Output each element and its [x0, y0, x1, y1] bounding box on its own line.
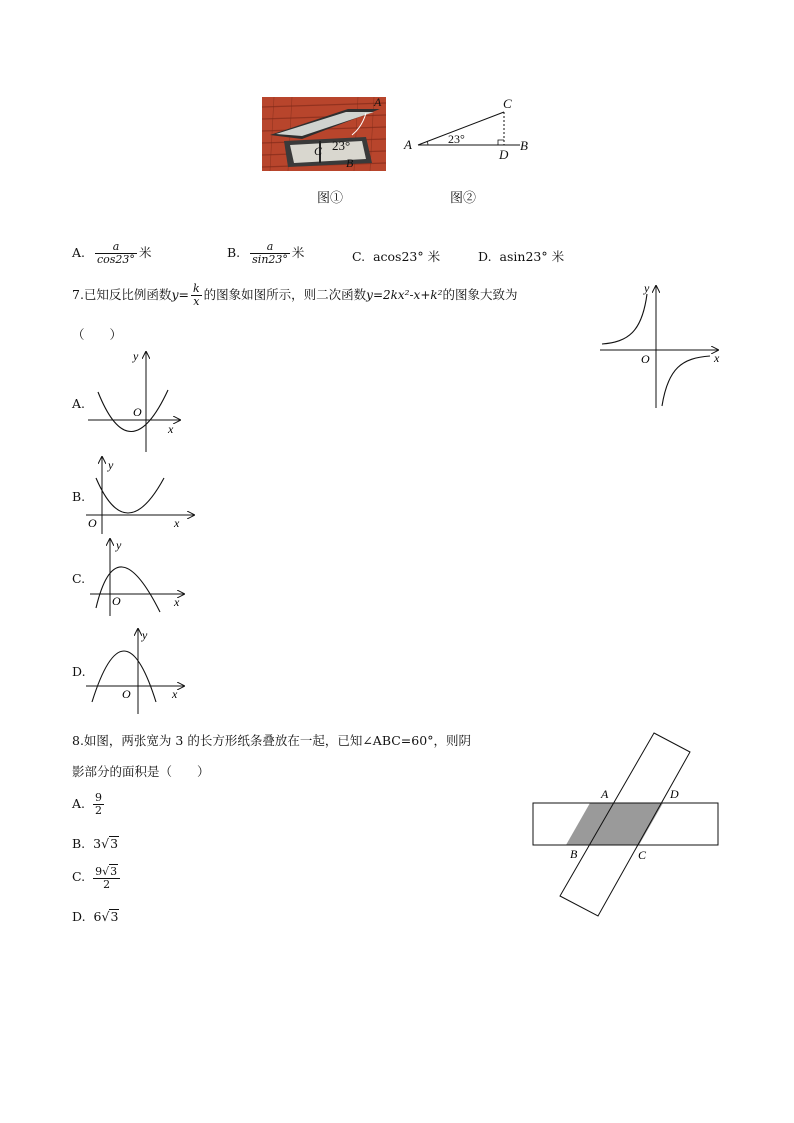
- x-axis-label: x: [172, 687, 178, 701]
- numerator: 9: [95, 791, 102, 804]
- photo-label-a: A: [374, 97, 382, 109]
- x-axis-label: x: [168, 422, 174, 436]
- origin-label: O: [88, 516, 97, 530]
- coefficient: 6: [93, 909, 102, 924]
- numerator: a: [112, 240, 120, 253]
- x-axis-label: x: [174, 516, 180, 530]
- fraction: [93, 864, 120, 891]
- figure-2-triangle: [400, 95, 535, 165]
- option-label: D.: [478, 249, 492, 264]
- triangle-label-c: C: [503, 96, 512, 111]
- triangle-angle-label: 23°: [448, 132, 465, 146]
- sqrt-sign: √: [101, 836, 110, 851]
- q7-option-b-label[interactable]: B.: [72, 489, 86, 504]
- triangle-label-a: A: [404, 137, 412, 152]
- denominator: sin23°: [252, 253, 288, 266]
- q7-mid: 的图象如图所示，则二次函数: [203, 287, 367, 302]
- y-axis-label: y: [142, 628, 148, 642]
- label-a: A: [601, 787, 609, 801]
- q7-prefix: 7.已知反比例函数: [72, 287, 172, 302]
- option-label: A.: [72, 796, 86, 811]
- y-axis-label: y: [644, 281, 650, 295]
- sqrt-sign: √: [102, 865, 110, 878]
- option-label: B.: [227, 245, 241, 260]
- y-axis-label: y: [116, 538, 122, 552]
- option-label: A.: [72, 245, 86, 260]
- q8-option-b[interactable]: [72, 836, 119, 852]
- denominator: 2: [93, 878, 120, 891]
- denominator: 2: [95, 804, 102, 817]
- y-axis-label: y: [133, 349, 139, 363]
- q8-option-a[interactable]: [72, 792, 106, 817]
- photo-label-b: B: [346, 156, 354, 170]
- option-label: D.: [72, 909, 86, 924]
- fraction: [250, 241, 290, 266]
- q7-answer-blank: （ ）: [72, 327, 123, 342]
- x-axis-label: x: [714, 351, 720, 365]
- label-b: B: [570, 847, 578, 861]
- q8-question-line-2: 影部分的面积是（ ）: [72, 764, 210, 779]
- q7-quadratic: y=2kx²-x+k²: [366, 288, 443, 302]
- label-d: D: [670, 787, 679, 801]
- q7-option-c-label[interactable]: C.: [72, 571, 86, 586]
- fraction: [93, 792, 104, 817]
- y-axis-label: y: [108, 458, 114, 472]
- origin-label: O: [122, 687, 131, 701]
- q6-option-a[interactable]: [72, 241, 151, 266]
- q7-suffix: 的图象大致为: [442, 287, 518, 302]
- q6-option-b[interactable]: [227, 241, 304, 266]
- q7-question: [72, 283, 517, 308]
- unit: 米: [138, 245, 152, 260]
- q7-option-a-graph[interactable]: [88, 348, 188, 456]
- q7-option-d-label[interactable]: D.: [72, 664, 86, 679]
- radicand: 3: [110, 909, 119, 924]
- caption-figure-2: 图②: [450, 191, 477, 206]
- origin-label: O: [112, 594, 121, 608]
- origin-label: O: [133, 405, 142, 419]
- caption-figure-1: 图①: [317, 191, 344, 206]
- option-text: asin23° 米: [499, 249, 565, 264]
- option-label: B.: [72, 836, 86, 851]
- q6-option-d[interactable]: [478, 249, 564, 265]
- q7-option-d-graph[interactable]: [86, 626, 190, 716]
- photo-angle-label: 23°: [332, 138, 351, 153]
- q6-option-c[interactable]: [352, 249, 440, 265]
- radicand: 3: [110, 836, 119, 851]
- q7-option-b-graph[interactable]: [86, 454, 198, 536]
- q7-option-a-label[interactable]: A.: [72, 396, 86, 411]
- option-label: C.: [72, 869, 86, 884]
- origin-label: O: [641, 352, 650, 366]
- q7-func-fraction: [191, 283, 202, 308]
- photo-label-c: C: [314, 144, 323, 158]
- numerator: [93, 864, 120, 878]
- coefficient: 9: [95, 865, 103, 878]
- q8-question-line-1: 8.如图，两张宽为 3 的长方形纸条叠放在一起，已知∠ABC=60°，则阴: [72, 733, 471, 748]
- figure-1-photo: [262, 97, 386, 171]
- q7-hyperbola-graph: [598, 280, 724, 412]
- q8-strips-figure: [528, 730, 724, 920]
- coefficient: 3: [93, 836, 102, 851]
- q8-option-c[interactable]: [72, 864, 122, 891]
- denominator: x: [191, 295, 202, 308]
- triangle-label-b: B: [520, 138, 528, 153]
- q8-option-d[interactable]: [72, 909, 119, 925]
- numerator: a: [266, 240, 274, 253]
- option-label: C.: [352, 249, 366, 264]
- radicand: 3: [110, 865, 118, 878]
- denominator: cos23°: [97, 253, 135, 266]
- triangle-label-d: D: [499, 147, 509, 162]
- x-axis-label: x: [174, 595, 180, 609]
- shaded-parallelogram: [566, 803, 663, 845]
- q7-option-c-graph[interactable]: [90, 536, 190, 618]
- q7-func-y: y=: [171, 287, 189, 302]
- fraction: [95, 241, 137, 266]
- unit: 米: [291, 245, 305, 260]
- numerator: k: [192, 282, 200, 295]
- option-text: acos23° 米: [373, 249, 441, 264]
- sqrt-sign: √: [101, 909, 110, 924]
- label-c: C: [638, 848, 647, 862]
